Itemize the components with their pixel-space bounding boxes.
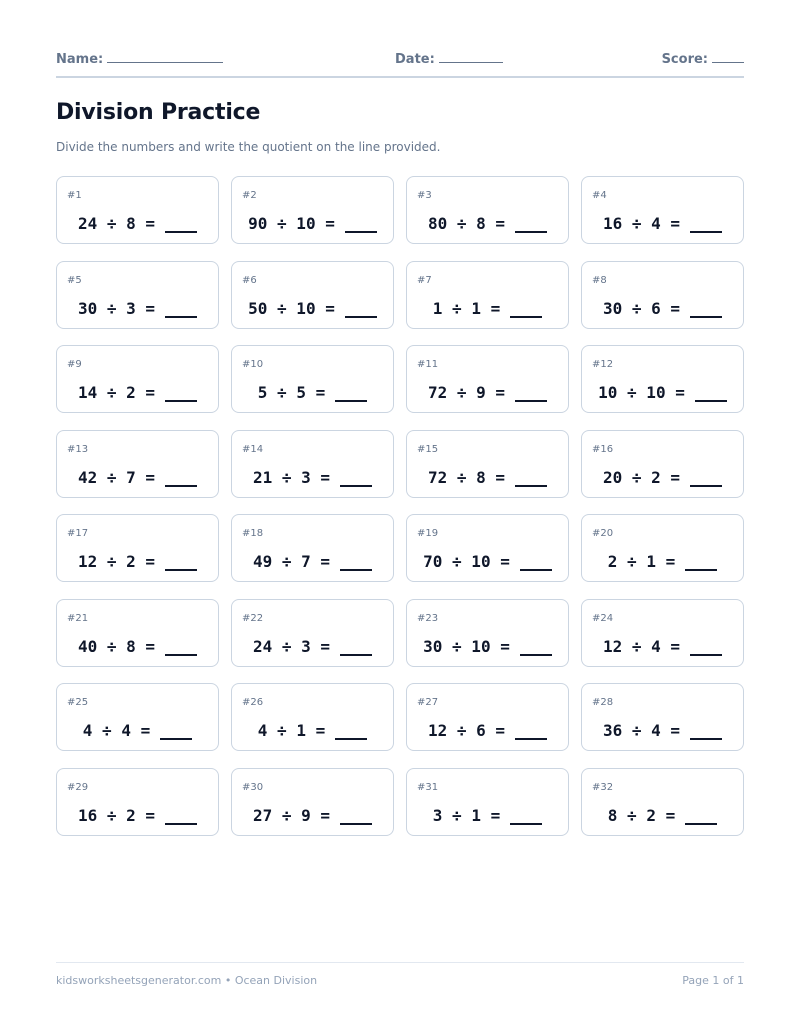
problem-number: #10 bbox=[242, 359, 264, 370]
answer-blank[interactable] bbox=[340, 634, 372, 656]
score-field[interactable] bbox=[662, 50, 744, 67]
problem-equation-row bbox=[232, 207, 393, 233]
problem-equation-row bbox=[582, 545, 743, 571]
problem-number: #9 bbox=[67, 359, 82, 370]
answer-blank[interactable] bbox=[520, 549, 552, 571]
problem-equation-row bbox=[232, 630, 393, 656]
problem-card bbox=[406, 768, 569, 836]
problem-card bbox=[231, 599, 394, 667]
problem-number: #24 bbox=[592, 612, 614, 624]
problem-card bbox=[231, 683, 394, 751]
header-row bbox=[56, 46, 744, 70]
problem-card bbox=[56, 176, 219, 244]
answer-blank[interactable] bbox=[690, 634, 722, 656]
answer-blank[interactable] bbox=[340, 465, 372, 487]
problem-number: #17 bbox=[67, 528, 89, 539]
answer-blank[interactable] bbox=[685, 549, 717, 571]
problem-equation: 12 ÷ 2 = bbox=[77, 552, 156, 571]
answer-blank[interactable] bbox=[160, 718, 192, 740]
problem-card bbox=[56, 514, 219, 582]
problem-number: #30 bbox=[242, 781, 264, 793]
problem-equation-row bbox=[407, 292, 568, 318]
problem-number: #15 bbox=[417, 443, 439, 455]
problem-card bbox=[231, 514, 394, 582]
problem-number: #11 bbox=[417, 359, 439, 370]
problem-card bbox=[406, 345, 569, 413]
problem-card bbox=[581, 176, 744, 244]
problem-number: #12 bbox=[592, 359, 614, 370]
problem-equation-row bbox=[232, 714, 393, 740]
name-field[interactable] bbox=[56, 50, 223, 67]
problem-card bbox=[231, 430, 394, 498]
problem-number: #32 bbox=[592, 781, 614, 793]
name-label: Name: bbox=[56, 52, 104, 67]
problem-equation-row bbox=[232, 292, 393, 318]
page-title: Division Practice bbox=[56, 100, 261, 125]
problem-grid bbox=[56, 176, 744, 836]
problem-equation-row bbox=[407, 545, 568, 571]
problem-number: #5 bbox=[67, 274, 82, 286]
problem-card bbox=[231, 176, 394, 244]
problem-equation-row bbox=[582, 461, 743, 487]
problem-number: #2 bbox=[242, 190, 257, 201]
problem-equation: 42 ÷ 7 = bbox=[77, 467, 156, 487]
problem-equation-row bbox=[407, 376, 568, 402]
problem-card bbox=[231, 345, 394, 413]
problem-equation: 49 ÷ 7 = bbox=[252, 552, 331, 571]
problem-equation-row bbox=[582, 630, 743, 656]
problem-card bbox=[581, 345, 744, 413]
problem-equation: 30 ÷ 6 = bbox=[602, 298, 681, 318]
problem-equation: 50 ÷ 10 = bbox=[248, 298, 335, 318]
answer-blank[interactable] bbox=[165, 549, 197, 571]
problem-equation-row bbox=[232, 376, 393, 402]
problem-equation: 12 ÷ 4 = bbox=[602, 636, 681, 656]
problem-card bbox=[56, 683, 219, 751]
problem-number: #4 bbox=[592, 190, 607, 201]
problem-equation: 90 ÷ 10 = bbox=[248, 214, 335, 233]
problem-card bbox=[56, 768, 219, 836]
problem-equation-row bbox=[57, 545, 218, 571]
answer-blank[interactable] bbox=[335, 718, 367, 740]
problem-equation: 24 ÷ 3 = bbox=[252, 636, 331, 656]
problem-equation-row bbox=[582, 376, 743, 402]
problem-equation: 5 ÷ 5 = bbox=[257, 383, 326, 402]
problem-card bbox=[581, 683, 744, 751]
problem-equation: 8 ÷ 2 = bbox=[607, 805, 676, 825]
problem-equation: 24 ÷ 8 = bbox=[77, 214, 156, 233]
problem-number: #19 bbox=[417, 528, 439, 539]
problem-equation-row bbox=[582, 714, 743, 740]
problem-number: #16 bbox=[592, 443, 614, 455]
footer-divider bbox=[56, 962, 744, 963]
name-line[interactable] bbox=[107, 50, 223, 63]
problem-number: #27 bbox=[417, 697, 439, 708]
problem-number: #8 bbox=[592, 274, 607, 286]
answer-blank[interactable] bbox=[165, 465, 197, 487]
problem-equation: 4 ÷ 1 = bbox=[257, 721, 326, 740]
problem-equation: 27 ÷ 9 = bbox=[252, 805, 331, 825]
problem-number: #21 bbox=[67, 612, 89, 624]
problem-card bbox=[56, 261, 219, 329]
problem-number: #28 bbox=[592, 697, 614, 708]
problem-card bbox=[581, 599, 744, 667]
problem-equation-row bbox=[57, 461, 218, 487]
answer-blank[interactable] bbox=[345, 211, 377, 233]
problem-card bbox=[406, 430, 569, 498]
header-divider bbox=[56, 76, 744, 78]
problem-number: #29 bbox=[67, 781, 89, 793]
problem-card bbox=[406, 176, 569, 244]
problem-card bbox=[406, 599, 569, 667]
answer-blank[interactable] bbox=[165, 211, 197, 233]
answer-blank[interactable] bbox=[515, 465, 547, 487]
answer-blank[interactable] bbox=[340, 803, 372, 825]
problem-equation: 70 ÷ 10 = bbox=[423, 552, 510, 571]
problem-number: #13 bbox=[67, 443, 89, 455]
answer-blank[interactable] bbox=[165, 296, 197, 318]
problem-equation-row bbox=[582, 799, 743, 825]
problem-equation-row bbox=[407, 207, 568, 233]
problem-card bbox=[231, 768, 394, 836]
problem-equation-row bbox=[57, 207, 218, 233]
problem-number: #1 bbox=[67, 190, 82, 201]
answer-blank[interactable] bbox=[690, 465, 722, 487]
problem-number: #31 bbox=[417, 781, 439, 793]
problem-equation: 40 ÷ 8 = bbox=[77, 636, 156, 656]
problem-card bbox=[581, 514, 744, 582]
problem-card bbox=[56, 599, 219, 667]
problem-card bbox=[581, 768, 744, 836]
problem-number: #6 bbox=[242, 274, 257, 286]
problem-equation: 1 ÷ 1 = bbox=[432, 298, 501, 318]
answer-blank[interactable] bbox=[515, 211, 547, 233]
problem-equation-row bbox=[57, 292, 218, 318]
footer-page-number: Page 1 of 1 bbox=[682, 974, 744, 987]
answer-blank[interactable] bbox=[165, 634, 197, 656]
problem-equation: 14 ÷ 2 = bbox=[77, 383, 156, 402]
problem-equation-row bbox=[407, 461, 568, 487]
problem-number: #22 bbox=[242, 612, 264, 624]
problem-equation: 10 ÷ 10 = bbox=[598, 383, 685, 402]
problem-equation-row bbox=[232, 799, 393, 825]
problem-number: #7 bbox=[417, 274, 432, 286]
problem-number: #25 bbox=[67, 697, 89, 708]
problem-equation: 20 ÷ 2 = bbox=[602, 467, 681, 487]
problem-card bbox=[406, 683, 569, 751]
answer-blank[interactable] bbox=[515, 380, 547, 402]
problem-equation-row bbox=[57, 799, 218, 825]
problem-equation-row bbox=[57, 714, 218, 740]
answer-blank[interactable] bbox=[695, 380, 727, 402]
problem-equation-row bbox=[57, 630, 218, 656]
problem-equation: 4 ÷ 4 = bbox=[82, 721, 151, 740]
problem-number: #18 bbox=[242, 528, 264, 539]
problem-equation-row bbox=[57, 376, 218, 402]
date-field[interactable] bbox=[395, 50, 503, 67]
problem-equation-row bbox=[407, 714, 568, 740]
problem-equation-row bbox=[232, 545, 393, 571]
answer-blank[interactable] bbox=[510, 803, 542, 825]
answer-blank[interactable] bbox=[685, 803, 717, 825]
problem-card bbox=[581, 261, 744, 329]
problem-card bbox=[406, 261, 569, 329]
problem-number: #23 bbox=[417, 612, 439, 624]
answer-blank[interactable] bbox=[690, 211, 722, 233]
answer-blank[interactable] bbox=[515, 718, 547, 740]
problem-number: #14 bbox=[242, 443, 264, 455]
footer-site: kidsworksheetsgenerator.com • Ocean Division bbox=[56, 974, 318, 987]
answer-blank[interactable] bbox=[335, 380, 367, 402]
problem-equation: 16 ÷ 4 = bbox=[602, 214, 681, 233]
problem-card bbox=[581, 430, 744, 498]
problem-equation: 72 ÷ 8 = bbox=[427, 467, 506, 487]
answer-blank[interactable] bbox=[165, 803, 197, 825]
problem-card bbox=[56, 430, 219, 498]
problem-equation: 3 ÷ 1 = bbox=[432, 805, 501, 825]
answer-blank[interactable] bbox=[340, 549, 372, 571]
problem-number: #3 bbox=[417, 190, 432, 201]
problem-equation-row bbox=[232, 461, 393, 487]
date-label: Date: bbox=[395, 52, 435, 67]
problem-card bbox=[231, 261, 394, 329]
problem-equation: 21 ÷ 3 = bbox=[252, 467, 331, 487]
problem-equation-row bbox=[407, 630, 568, 656]
problem-equation: 80 ÷ 8 = bbox=[427, 214, 506, 233]
problem-equation: 30 ÷ 10 = bbox=[423, 636, 510, 656]
problem-equation: 2 ÷ 1 = bbox=[607, 552, 676, 571]
problem-equation: 30 ÷ 3 = bbox=[77, 298, 156, 318]
answer-blank[interactable] bbox=[165, 380, 197, 402]
problem-equation-row bbox=[407, 799, 568, 825]
answer-blank[interactable] bbox=[510, 296, 542, 318]
answer-blank[interactable] bbox=[690, 296, 722, 318]
instructions: Divide the numbers and write the quotient on the line provided. bbox=[56, 140, 441, 154]
problem-number: #26 bbox=[242, 697, 264, 708]
problem-card bbox=[406, 514, 569, 582]
problem-equation: 72 ÷ 9 = bbox=[427, 383, 506, 402]
answer-blank[interactable] bbox=[520, 634, 552, 656]
score-label: Score: bbox=[661, 52, 708, 67]
answer-blank[interactable] bbox=[690, 718, 722, 740]
score-line[interactable] bbox=[712, 50, 744, 63]
problem-equation: 12 ÷ 6 = bbox=[427, 721, 506, 740]
problem-equation-row bbox=[582, 207, 743, 233]
problem-equation: 36 ÷ 4 = bbox=[602, 721, 681, 740]
answer-blank[interactable] bbox=[345, 296, 377, 318]
date-line[interactable] bbox=[439, 50, 503, 63]
problem-card bbox=[56, 345, 219, 413]
problem-number: #20 bbox=[592, 528, 614, 539]
problem-equation: 16 ÷ 2 = bbox=[77, 805, 156, 825]
problem-equation-row bbox=[582, 292, 743, 318]
